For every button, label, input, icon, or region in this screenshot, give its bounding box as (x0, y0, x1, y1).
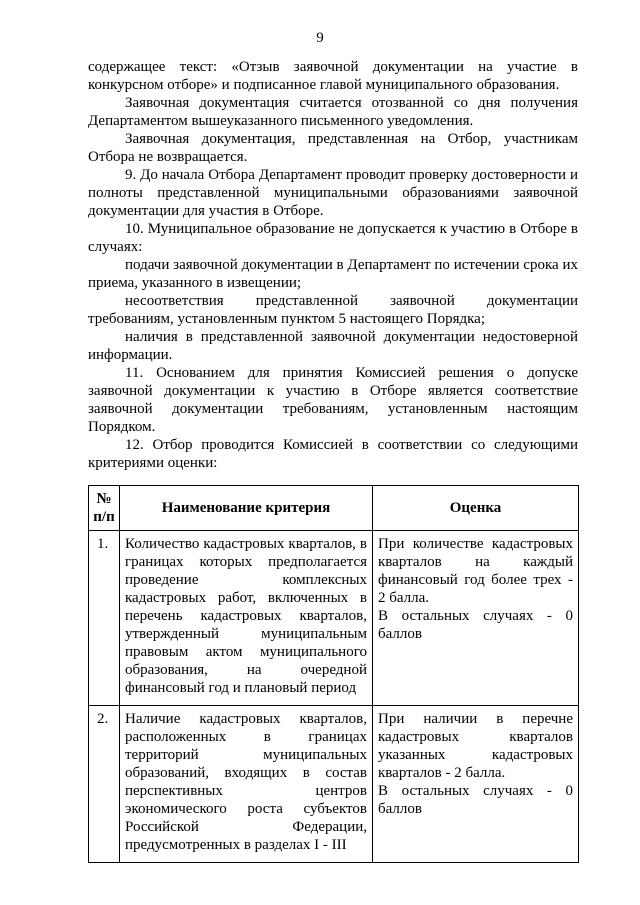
paragraph-subitem-2: несоответствия представленной заявочной документации требованиям, установленным пунктом 5 настоящего Порядка; (88, 293, 578, 327)
cell-row2-criterion: Наличие кадастровых кварталов, расположенных в границах территорий муниципальных образований, входящих в состав перспективных центров экономического роста субъектов Российской Федерации, предусмотренных в разделах I - III (120, 706, 373, 863)
criteria-table (88, 485, 579, 863)
paragraph-item-12: 12. Отбор проводится Комиссией в соответствии со следующими критериями оценки: (88, 437, 578, 471)
paragraph-item-10: 10. Муниципальное образование не допускается к участию в Отборе в случаях: (88, 221, 578, 255)
column-header-criterion: Наименование критерия (120, 486, 373, 531)
column-header-score: Оценка (373, 486, 579, 531)
score-sentence: При количестве кадастровых кварталов на каждый финансовый год более трех - 2 балла. (378, 536, 573, 606)
cell-row1-score (373, 531, 579, 706)
column-header-number: № п/п (89, 486, 120, 531)
cell-row1-criterion: Количество кадастровых кварталов, в границах которых предполагается проведение комплексных кадастровых работ, включенных в перечень кадастровых кварталов, утвержденный муниципальным правовым актом муниципального образования, на очередной финансовый год и плановый период (120, 531, 373, 706)
page-content (88, 58, 578, 863)
paragraph-2: Заявочная документация считается отозванной со дня получения Департаментом вышеуказанного письменного уведомления. (88, 95, 578, 129)
paragraph-subitem-1: подачи заявочной документации в Департамент по истечении срока их приема, указанного в извещении; (88, 257, 578, 291)
score-sentence: В остальных случаях - 0 баллов (378, 608, 573, 642)
table-header-row (89, 486, 579, 531)
table-row-1 (89, 531, 579, 706)
page-number: 9 (316, 30, 324, 46)
paragraph-item-9: 9. До начала Отбора Департамент проводит проверку достоверности и полноты представленной муниципальными образованиями заявочной документации для участия в Отборе. (88, 167, 578, 219)
score-sentence: В остальных случаях - 0 баллов (378, 783, 573, 817)
paragraph-continuation: содержащее текст: «Отзыв заявочной документации на участие в конкурсном отборе» и подписанное главой муниципального образования. (88, 59, 578, 93)
score-sentence: При наличии в перечне кадастровых кварталов указанных кадастровых кварталов - 2 балла. (378, 711, 573, 781)
paragraph-3: Заявочная документация, представленная на Отбор, участникам Отбора не возвращается. (88, 131, 578, 165)
cell-row1-number: 1. (89, 531, 120, 706)
table-row-2 (89, 706, 579, 863)
cell-row2-number: 2. (89, 706, 120, 863)
cell-row2-score (373, 706, 579, 863)
paragraph-subitem-3: наличия в представленной заявочной документации недостоверной информации. (88, 329, 578, 363)
paragraph-item-11: 11. Основанием для принятия Комиссией решения о допуске заявочной документации к участию в Отборе является соответствие заявочной документации требованиям, установленным настоящим Порядком. (88, 365, 578, 435)
